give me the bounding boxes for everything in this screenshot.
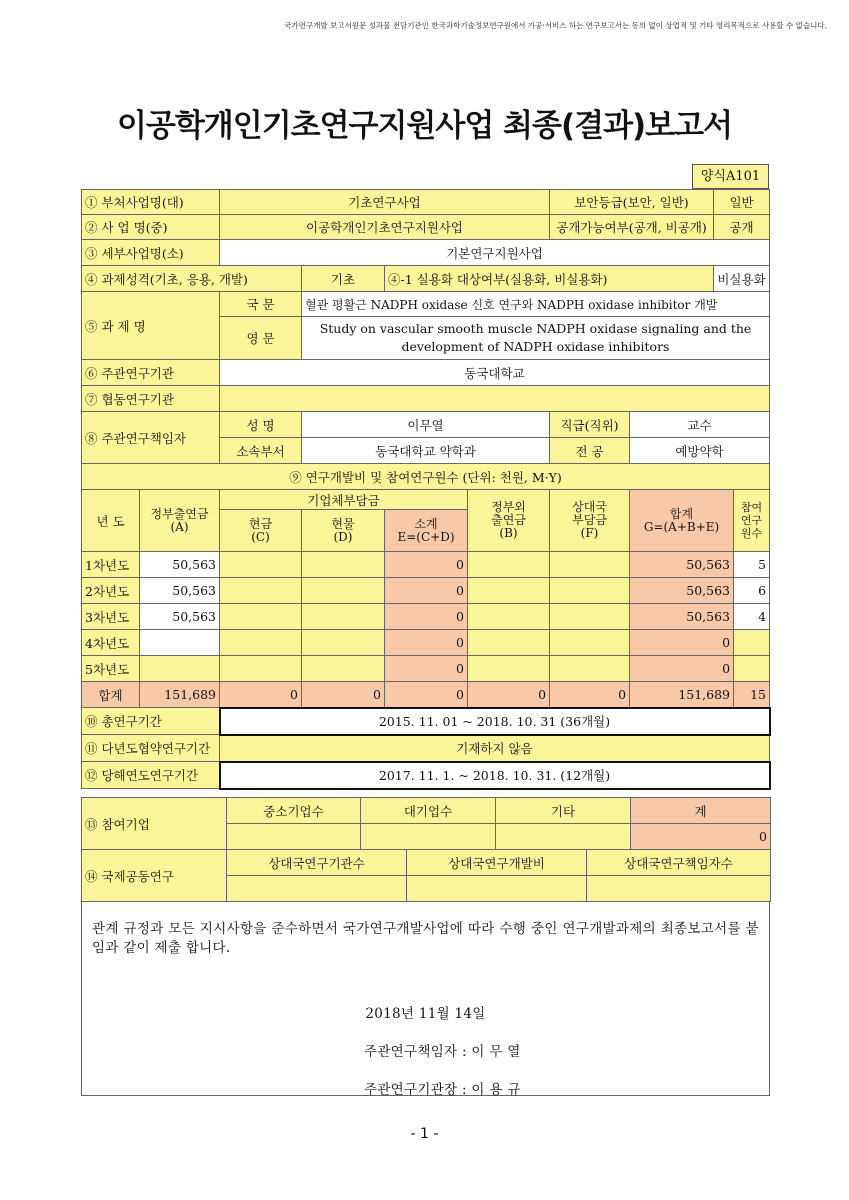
budget-year: 2차년도 — [82, 578, 140, 604]
report-form-table — [81, 189, 771, 790]
sub-program-value: 기본연구지원사업 — [220, 240, 770, 266]
page-number: - 1 - — [410, 1126, 439, 1142]
table-row — [82, 656, 770, 682]
statement-text: 관계 규정과 모든 지시사항을 준수하면서 국가연구개발사업에 따라 수행 중인 연구개발과제의 최종보고서를 붙임과 같이 제출 합니다. — [92, 921, 759, 956]
budget-sum-researchers: 15 — [734, 682, 770, 708]
budget-researchers: 5 — [734, 552, 770, 578]
companies-total-header: 계 — [631, 798, 771, 824]
budget-inkind — [302, 656, 385, 682]
english-title-value: Study on vascular smooth muscle NADPH oxidase signaling and the development of NADPH oxidase inhibitors — [302, 317, 770, 360]
budget-cash — [220, 656, 302, 682]
companies-total-value: 0 — [631, 824, 771, 850]
budget-inkind — [302, 552, 385, 578]
intl-budget-header: 상대국연구개발비 — [407, 850, 587, 876]
budget-sum-total: 151,689 — [630, 682, 734, 708]
budget-year: 4차년도 — [82, 630, 140, 656]
budget-subtotal: 0 — [385, 552, 468, 578]
budget-researchers — [734, 630, 770, 656]
budget-partner — [550, 552, 630, 578]
total-period-value: 2015. 11. 01 ~ 2018. 10. 31 (36개월) — [220, 708, 770, 735]
intl-budget-value — [407, 876, 587, 902]
submission-date: 2018년 11월 14일 — [365, 1006, 486, 1022]
companies-large-header: 대기업수 — [361, 798, 496, 824]
pi-name-label: 성 명 — [220, 412, 302, 438]
page-title: 이공학개인기초연구지원사업 최종(결과)보고서 — [116, 108, 733, 144]
table-row — [82, 552, 770, 578]
budget-title: ⑨ 연구개발비 및 참여연구원수 (단위: 천원, M·Y) — [82, 464, 770, 490]
dept-program-value: 기초연구사업 — [220, 190, 550, 215]
multi-year-period-value: 기재하지 않음 — [220, 735, 770, 762]
budget-sum-subtotal: 0 — [385, 682, 468, 708]
budget-sum-row — [82, 682, 770, 708]
budget-sum-inkind: 0 — [302, 682, 385, 708]
intl-label: ⑭ 국제공동연구 — [82, 850, 227, 902]
budget-cash — [220, 604, 302, 630]
budget-corp-header: 기업체부담금 — [220, 490, 468, 510]
program-value: 이공학개인기초연구지원사업 — [220, 215, 550, 240]
budget-other-gov — [468, 578, 550, 604]
budget-inkind — [302, 630, 385, 656]
budget-total: 50,563 — [630, 578, 734, 604]
intl-table — [81, 849, 771, 902]
lead-institution-label: ⑥ 주관연구기관 — [82, 360, 220, 386]
english-title-label: 영 문 — [220, 317, 302, 360]
companies-label: ⑬ 참여기업 — [82, 798, 227, 850]
sub-program-label: ③ 세부사업명(소) — [82, 240, 220, 266]
budget-total-header: 합계 G=(A+B+E) — [630, 490, 734, 552]
budget-sum-label: 합계 — [82, 682, 140, 708]
total-period-label: ⑩ 총연구기간 — [82, 708, 220, 735]
security-label: 보안등급(보안, 일반) — [550, 190, 714, 215]
project-nature-value: 기초 — [302, 266, 385, 292]
coop-institution-value — [220, 386, 770, 412]
budget-researchers: 6 — [734, 578, 770, 604]
budget-gov: 50,563 — [140, 604, 220, 630]
pi-label: ⑧ 주관연구책임자 — [82, 412, 220, 464]
budget-researchers-header: 참여 연구원수 — [734, 490, 770, 552]
budget-year: 5차년도 — [82, 656, 140, 682]
current-period-label: ⑫ 당해연도연구기간 — [82, 762, 220, 789]
korean-title-value: 혈관 평활근 NADPH oxidase 신호 연구와 NADPH oxidase inhibitor 개발 — [302, 292, 770, 317]
companies-table — [81, 797, 771, 850]
budget-inkind-header: 현물 (D) — [302, 510, 385, 552]
companies-sme-header: 중소기업수 — [227, 798, 361, 824]
budget-subtotal: 0 — [385, 656, 468, 682]
budget-cash — [220, 578, 302, 604]
practical-use-value: 비실용화 — [714, 266, 770, 292]
budget-inkind — [302, 604, 385, 630]
budget-total: 50,563 — [630, 604, 734, 630]
budget-gov: 50,563 — [140, 552, 220, 578]
companies-sme-value — [227, 824, 361, 850]
disclosure-value: 공개 — [714, 215, 770, 240]
companies-large-value — [361, 824, 496, 850]
budget-researchers: 4 — [734, 604, 770, 630]
budget-other-gov-header: 정부외 출연금 (B) — [468, 490, 550, 552]
budget-total: 0 — [630, 630, 734, 656]
companies-other-value — [496, 824, 631, 850]
budget-partner — [550, 656, 630, 682]
form-code: 양식A101 — [692, 164, 769, 189]
budget-total: 0 — [630, 656, 734, 682]
pi-position-value: 교수 — [630, 412, 770, 438]
pi-major-value: 예방약학 — [630, 438, 770, 464]
head-signature-line: 주관연구기관장 : 이 용 규 — [364, 1082, 521, 1098]
budget-gov — [140, 630, 220, 656]
korean-title-label: 국 문 — [220, 292, 302, 317]
table-row — [82, 578, 770, 604]
budget-other-gov — [468, 604, 550, 630]
pi-major-label: 전 공 — [550, 438, 630, 464]
intl-researchers-header: 상대국연구책임자수 — [587, 850, 771, 876]
budget-partner — [550, 630, 630, 656]
budget-subtotal: 0 — [385, 578, 468, 604]
pi-position-label: 직급(직위) — [550, 412, 630, 438]
budget-subtotal: 0 — [385, 630, 468, 656]
budget-year: 3차년도 — [82, 604, 140, 630]
budget-sum-other-gov: 0 — [468, 682, 550, 708]
budget-gov: 50,563 — [140, 578, 220, 604]
budget-cash — [220, 552, 302, 578]
intl-institutions-value — [227, 876, 407, 902]
table-row — [82, 630, 770, 656]
budget-gov — [140, 656, 220, 682]
budget-cash-header: 현금 (C) — [220, 510, 302, 552]
project-nature-label: ④ 과제성격(기초, 응용, 개발) — [82, 266, 302, 292]
budget-total: 50,563 — [630, 552, 734, 578]
table-row — [82, 604, 770, 630]
budget-other-gov — [468, 630, 550, 656]
budget-subtotal-header: 소계 E=(C+D) — [385, 510, 468, 552]
budget-sum-cash: 0 — [220, 682, 302, 708]
budget-sum-gov: 151,689 — [140, 682, 220, 708]
pi-name-value: 이무열 — [302, 412, 550, 438]
budget-other-gov — [468, 656, 550, 682]
pi-dept-value: 동국대학교 약학과 — [302, 438, 550, 464]
lead-institution-value: 동국대학교 — [220, 360, 770, 386]
budget-gov-header: 정부출연금 (A) — [140, 490, 220, 552]
budget-sum-partner: 0 — [550, 682, 630, 708]
budget-inkind — [302, 578, 385, 604]
budget-other-gov — [468, 552, 550, 578]
budget-subtotal: 0 — [385, 604, 468, 630]
pi-dept-label: 소속부서 — [220, 438, 302, 464]
budget-year-header: 년 도 — [82, 490, 140, 552]
budget-partner — [550, 578, 630, 604]
disclosure-label: 공개가능여부(공개, 비공개) — [550, 215, 714, 240]
dept-program-label: ① 부처사업명(대) — [82, 190, 220, 215]
multi-year-period-label: ⑪ 다년도협약연구기간 — [82, 735, 220, 762]
intl-institutions-header: 상대국연구기관수 — [227, 850, 407, 876]
security-value: 일반 — [714, 190, 770, 215]
intl-researchers-value — [587, 876, 771, 902]
budget-cash — [220, 630, 302, 656]
pi-signature-line: 주관연구책임자 : 이 무 열 — [364, 1044, 521, 1060]
budget-partner — [550, 604, 630, 630]
program-label: ② 사 업 명(중) — [82, 215, 220, 240]
practical-use-label: ④-1 실용화 대상여부(실용화, 비실용화) — [385, 266, 714, 292]
project-title-label: ⑤ 과 제 명 — [82, 292, 220, 360]
companies-other-header: 기타 — [496, 798, 631, 824]
current-period-value: 2017. 11. 1. ~ 2018. 10. 31. (12개월) — [220, 762, 770, 789]
coop-institution-label: ⑦ 협동연구기관 — [82, 386, 220, 412]
budget-partner-header: 상대국 부담금 (F) — [550, 490, 630, 552]
copyright-notice: 국가연구개발 보고서원문 성과물 전담기관인 한국과학기술정보연구원에서 가공·서비스 하는 연구보고서는 동의 없이 상업적 및 기타 영리목적으로 사용할 수 없습니다. — [284, 21, 827, 30]
submission-statement — [81, 901, 770, 1096]
budget-year: 1차년도 — [82, 552, 140, 578]
budget-researchers — [734, 656, 770, 682]
